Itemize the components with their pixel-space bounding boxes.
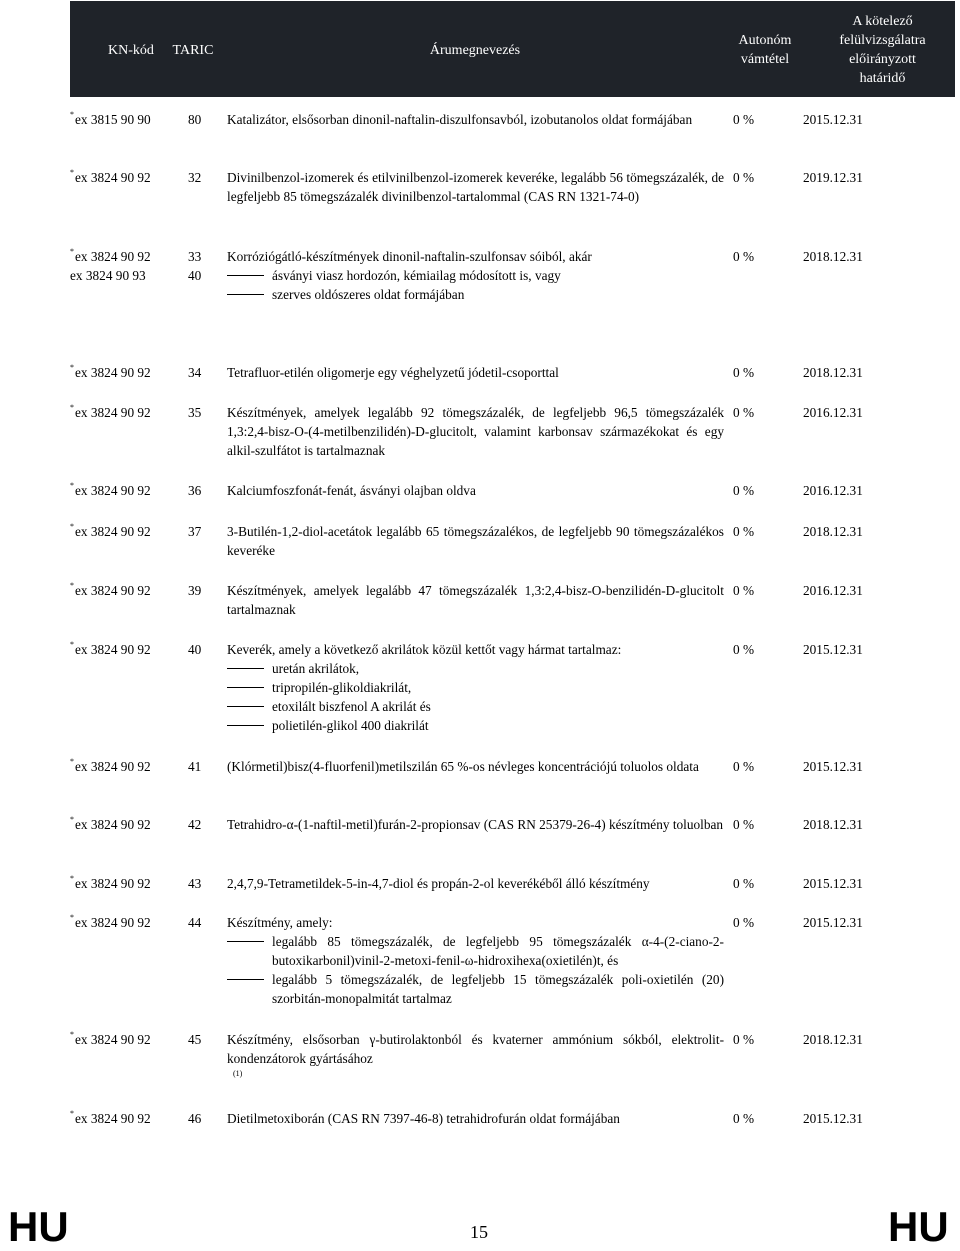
description: Kalciumfoszfonát-fenát, ásványi olajban oldva (227, 483, 476, 498)
description: Korróziógátló-készítmények dinonil-naftalin-szulfonsav sóiból, akár ásványi viasz hordozón, kémiailag módosított is, vagy szerves oldószeres oldat formájában (227, 247, 724, 304)
duty-rate: 0 % (733, 1111, 755, 1126)
cn-code: *ex 3824 90 92 (70, 403, 151, 420)
taric-code: 42 (188, 817, 202, 832)
taric-code: 35 (188, 405, 202, 420)
review-date: 2015.12.31 (803, 112, 863, 127)
review-date: 2015.12.31 (803, 915, 863, 930)
taric-code: 41 (188, 759, 202, 774)
description: Készítmény, elsősorban γ-butirolaktonból és kvaterner ammónium sókból, elektrolit-kondenzátorok gyártásához (1) (227, 1032, 724, 1078)
description: Tetrahidro-α-(1-naftil-metil)furán-2-propionsav (CAS RN 25379-26-4) készítmény toluolban (227, 817, 724, 832)
cn-code: *ex 3824 90 92 (70, 913, 151, 930)
duty-rate: 0 % (733, 365, 755, 380)
duty-rate: 0 % (733, 249, 755, 264)
review-date: 2018.12.31 (803, 249, 863, 264)
dash-item: uretán akrilátok, (227, 659, 724, 678)
review-date: 2015.12.31 (803, 642, 863, 657)
description: Divinilbenzol-izomerek és etilvinilbenzol-izomerek keveréke, legalább 56 tömegszázalék, de legfeljebb 85 tömegszázalék divinilbenzol-tartalommal (CAS RN 1321-74-0) (227, 170, 724, 204)
review-date: 2018.12.31 (803, 365, 863, 380)
duty-rate: 0 % (733, 483, 755, 498)
cn-code: *ex 3824 90 92 (70, 1030, 151, 1047)
duty-rate: 0 % (733, 112, 755, 127)
duty-rate: 0 % (733, 1032, 755, 1047)
header-kn-code: KN-kód (108, 43, 154, 58)
description: Dietilmetoxiborán (CAS RN 7397-46-8) tetrahidrofurán oldat formájában (227, 1111, 620, 1126)
review-date: 2016.12.31 (803, 405, 863, 420)
review-date: 2016.12.31 (803, 583, 863, 598)
review-date: 2018.12.31 (803, 1032, 863, 1047)
taric-code: 46 (188, 1111, 202, 1126)
cn-code: *ex 3824 90 92 (70, 874, 151, 891)
description: Keverék, amely a következő akrilátok közül kettőt vagy hármat tartalmaz: uretán akrilátok, tripropilén-glikoldiakrilát, etoxilált biszfenol A akrilát és polietilén-glikol 400 diakrilát (227, 640, 724, 735)
cn-code: *ex 3824 90 92 (70, 363, 151, 380)
header-autonomous-rate: Autonóm vámtétel (738, 33, 792, 67)
description: Készítmények, amelyek legalább 92 tömegszázalék, de legfeljebb 96,5 tömegszázalék 1,3:2,4-bisz-O-(4-metilbenzilidén)-D-glucitolt, valamint karbonsav származékokat és egy alkil-szulfátot is tartalmaznak (227, 405, 724, 458)
taric-code: 33 40 (188, 249, 202, 283)
cn-code: *ex 3824 90 92 (70, 815, 151, 832)
duty-rate: 0 % (733, 876, 755, 891)
header-taric: TARIC (172, 43, 214, 58)
taric-code: 43 (188, 876, 202, 891)
cn-code: *ex 3824 90 92 (70, 481, 151, 498)
header-review-date: A kötelező felülvizsgálatra előirányzott határidő (839, 14, 926, 86)
cn-code: *ex 3824 90 92 (70, 168, 151, 185)
dash-item: legalább 5 tömegszázalék, de legfeljebb 15 tömegszázalék poli-oxietilén (20) szorbitán-monopalmitát tartalmaz (227, 970, 724, 1008)
duty-rate: 0 % (733, 759, 755, 774)
duty-rate: 0 % (733, 583, 755, 598)
cn-code: *ex 3824 90 92 ex 3824 90 93 (70, 247, 151, 283)
review-date: 2015.12.31 (803, 1111, 863, 1126)
review-date: 2016.12.31 (803, 483, 863, 498)
cn-code: *ex 3824 90 92 (70, 522, 151, 539)
dash-item: szerves oldószeres oldat formájában (227, 285, 724, 304)
cn-code: *ex 3824 90 92 (70, 1109, 151, 1126)
language-code-left: HU (8, 1203, 69, 1250)
header-description: Árumegnevezés (429, 43, 521, 58)
dash-item: etoxilált biszfenol A akrilát és (227, 697, 724, 716)
dash-item: ásványi viasz hordozón, kémiailag módosított is, vagy (227, 266, 724, 285)
review-date: 2019.12.31 (803, 170, 863, 185)
review-date: 2018.12.31 (803, 817, 863, 832)
review-date: 2018.12.31 (803, 524, 863, 539)
duty-rate: 0 % (733, 170, 755, 185)
cn-code: *ex 3824 90 92 (70, 757, 151, 774)
language-code-right: HU (888, 1203, 949, 1250)
taric-code: 40 (188, 642, 202, 657)
taric-code: 37 (188, 524, 202, 539)
description: 3-Butilén-1,2-diol-acetátok legalább 65 tömegszázalékos, de legfeljebb 90 tömegszázalékos keveréke (227, 524, 724, 558)
taric-code: 36 (188, 483, 202, 498)
description: Katalizátor, elsősorban dinonil-naftalin-diszulfonsavból, izobutanolos oldat formájában (227, 112, 693, 127)
description: 2,4,7,9-Tetrametildek-5-in-4,7-diol és propán-2-ol keverékéből álló készítmény (227, 876, 650, 891)
page-number: 15 (470, 1222, 488, 1242)
duty-rate: 0 % (733, 915, 755, 930)
duty-rate: 0 % (733, 817, 755, 832)
description: Készítmények, amelyek legalább 47 tömegszázalék 1,3:2,4-bisz-O-benzilidén-D-glucitolt tartalmaznak (227, 583, 724, 617)
cn-code: *ex 3824 90 92 (70, 640, 151, 657)
duty-rate: 0 % (733, 405, 755, 420)
dash-item: legalább 85 tömegszázalék, de legfeljebb 95 tömegszázalék α-4-(2-ciano-2-butoxikarbonil)vinil-2-metoxi-fenil-ω-hidroxihexa(oxietilén)t, és (227, 932, 724, 970)
review-date: 2015.12.31 (803, 876, 863, 891)
cn-code: *ex 3824 90 92 (70, 581, 151, 598)
taric-code: 34 (188, 365, 202, 380)
duty-rate: 0 % (733, 642, 755, 657)
taric-code: 45 (188, 1032, 202, 1047)
table-header (70, 1, 955, 97)
description: (Klórmetil)bisz(4-fluorfenil)metilszilán 65 %-os névleges koncentrációjú toluolos oldata (227, 759, 699, 774)
dash-item: tripropilén-glikoldiakrilát, (227, 678, 724, 697)
footnote-marker: (1) (233, 1069, 243, 1078)
taric-code: 44 (188, 915, 202, 930)
review-date: 2015.12.31 (803, 759, 863, 774)
description: Tetrafluor-etilén oligomerje egy véghelyzetű jódetil-csoporttal (227, 365, 559, 380)
taric-code: 80 (188, 112, 202, 127)
description: Készítmény, amely: legalább 85 tömegszázalék, de legfeljebb 95 tömegszázalék α-4-(2-ciano-2-butoxikarbonil)vinil-2-metoxi-fenil-ω-hidroxihexa(oxietilén)t, és legalább 5 tömegszázalék, de legfeljebb 15 tömegszázalék poli-oxietilén (20) szorbitán-monopalmitát tartalmaz (227, 915, 724, 1006)
taric-code: 32 (188, 170, 202, 185)
dash-item: polietilén-glikol 400 diakrilát (227, 716, 724, 735)
cn-code: *ex 3815 90 90 (70, 110, 151, 127)
taric-code: 39 (188, 583, 202, 598)
duty-rate: 0 % (733, 524, 755, 539)
